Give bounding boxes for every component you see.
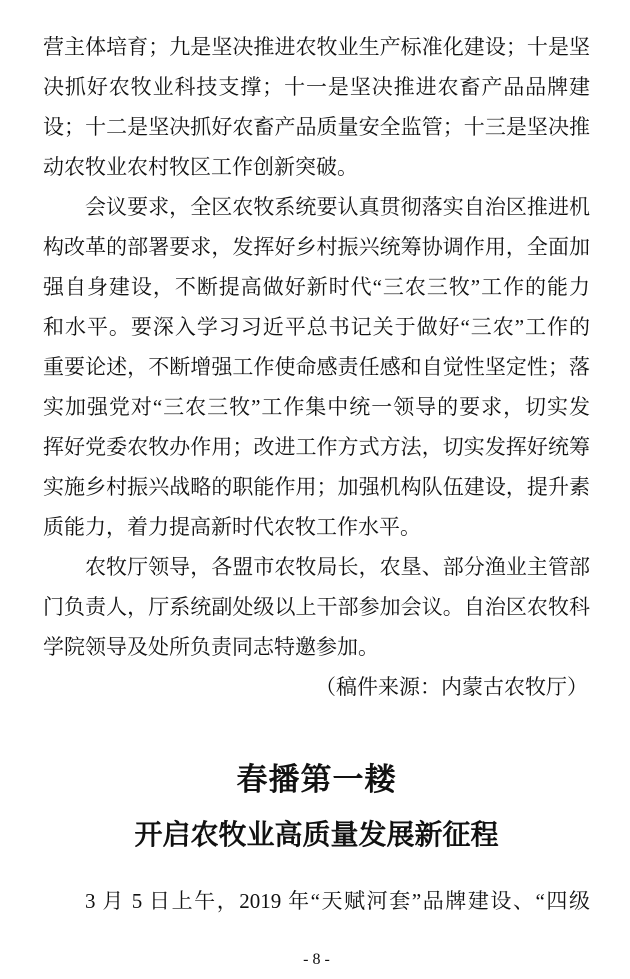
paragraph-line: 实加强党对“三农三牧”工作集中统一领导的要求，切实发 xyxy=(43,395,590,419)
paragraph-line: 实施乡村振兴战略的职能作用；加强机构队伍建设，提升素 xyxy=(43,475,590,499)
paragraph-line: 3 月 5 日上午，2019 年“天赋河套”品牌建设、“四级 xyxy=(85,889,590,913)
paragraph-line: 动农牧业农村牧区工作创新突破。 xyxy=(43,155,358,179)
body-paragraph xyxy=(43,881,590,921)
paragraph-line: 挥好党委农牧办作用；改进工作方式方法，切实发挥好统筹 xyxy=(43,435,590,459)
paragraph-line: 强自身建设，不断提高做好新时代“三农三牧”工作的能力 xyxy=(43,275,590,299)
paragraph-line: 设；十二是坚决抓好农畜产品质量安全监管；十三是坚决推 xyxy=(43,115,590,139)
paragraph-line: 构改革的部署要求，发挥好乡村振兴统筹协调作用，全面加 xyxy=(43,235,590,259)
paragraph-line: 决抓好农牧业科技支撑；十一是坚决推进农畜产品品牌建 xyxy=(43,75,590,99)
paragraph-line: 农牧厅领导，各盟市农牧局长，农垦、部分渔业主管部 xyxy=(85,555,590,579)
source-attribution: （稿件来源：内蒙古农牧厅） xyxy=(315,675,588,699)
paragraph-line: 重要论述，不断增强工作使命感责任感和自觉性坚定性；落 xyxy=(43,355,590,379)
body-paragraph xyxy=(43,27,590,187)
paragraph-line: 门负责人，厅系统副处级以上干部参加会议。自治区农牧科 xyxy=(43,595,590,619)
paragraph-line: 学院领导及处所负责同志特邀参加。 xyxy=(43,635,379,659)
paragraph-line: 会议要求，全区农牧系统要认真贯彻落实自治区推进机 xyxy=(85,195,590,219)
body-paragraph xyxy=(43,547,590,667)
paragraph-line: 质能力，着力提高新时代农牧工作水平。 xyxy=(43,515,421,539)
section-heading: 春播第一耧 xyxy=(236,762,397,797)
paragraph-line: 营主体培育；九是坚决推进农牧业生产标准化建设；十是坚 xyxy=(43,35,590,59)
page-number: - 8 - xyxy=(303,951,330,968)
paragraph-line: 和水平。要深入学习习近平总书记关于做好“三农”工作的 xyxy=(43,315,590,339)
document-body xyxy=(43,27,590,921)
body-paragraph xyxy=(43,187,590,547)
section-heading: 开启农牧业高质量发展新征程 xyxy=(134,820,499,851)
